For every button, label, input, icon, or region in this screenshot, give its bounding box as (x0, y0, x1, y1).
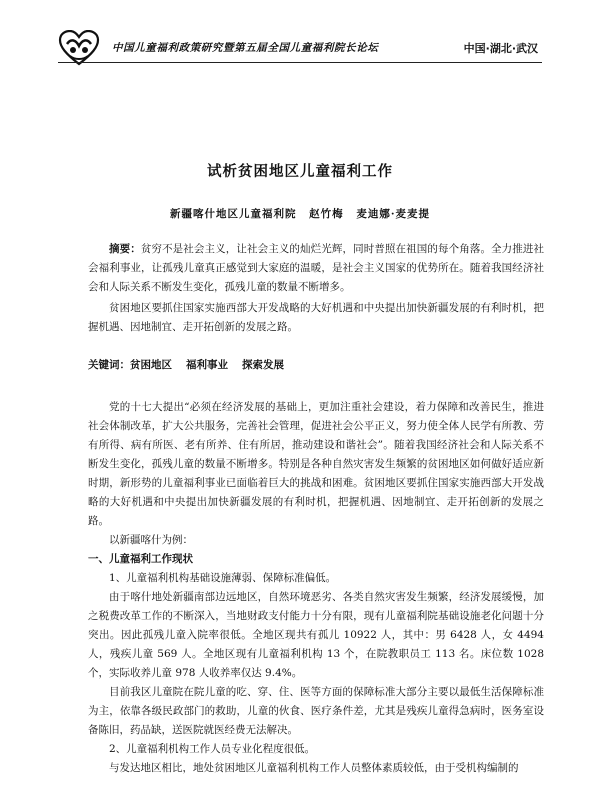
author-institution: 新疆喀什地区儿童福利院 (170, 208, 297, 220)
keywords-section (88, 356, 544, 375)
section-heading: 一、儿童福利工作现状 (88, 553, 193, 565)
abstract-section (88, 240, 544, 337)
keyword-item: 福利事业 (186, 359, 228, 371)
author-names: 赵竹梅 麦迪娜·麦麦提 (309, 208, 430, 220)
conference-logo-icon (58, 30, 100, 66)
article-body (88, 398, 544, 778)
abstract-paragraph (88, 240, 544, 297)
abstract-paragraph-2: 贫困地区要抓住国家实施西部大开发战略的大好机遇和中央提出加快新疆发展的有利时机，把握机遇、因地制宜、走开拓创新的发展之路。 (88, 302, 544, 333)
body-paragraph: 目前我区儿童院在院儿童的吃、穿、住、医等方面的保障标准大部分主要以最低生活保障标准为主，依靠各级民政部门的救助，儿童的伙食、医疗条件差，尤其是残疾儿童得急病时，医务室设备陈旧，药品缺，送医院就医经费无法解决。 (88, 686, 544, 736)
abstract-text: 贫穷不是社会主义，让社会主义的灿烂光辉，同时普照在祖国的每个角落。全力推进社会福利事业，让孤残儿童真正感觉到大家庭的温暖，是社会主义国家的优势所在。随着我国经济社会和人际关系不断发生变化，孤残儿童的数量不断增多。 (88, 243, 545, 293)
abstract-label: 摘要： (109, 243, 141, 255)
keywords-label: 关键词： (88, 359, 130, 371)
body-paragraph: 党的十七大提出“必须在经济发展的基础上，更加注重社会建设，着力保障和改善民生，推进社会体制改革，扩大公共服务，完善社会管理，促进社会公平正义，努力使全体人民学有所教、劳有所得、病有所医、老有所养、住有所居，推动建设和谐社会”。随着我国经济社会和人际关系不断发生变化，孤残儿童的数量不断增多。特别是各种自然灾害发生频繁的贫困地区如何做好适应新时期，新形势的儿童福利事业已面临着巨大的挑战和困难。贫困地区要抓住国家实施西部大开发战略的大好机遇和中央提出加快新疆发展的有利时机，把握机遇、因地制宜、走开拓创新的发展之路。 (88, 401, 544, 527)
article-title: 试析贫困地区儿童福利工作 (207, 163, 393, 180)
conference-title: 中国儿童福利政策研究暨第五届全国儿童福利院长论坛 (112, 42, 379, 54)
keyword-item: 探索发展 (242, 359, 284, 371)
body-paragraph: 与发达地区相比，地处贫困地区儿童福利机构工作人员整体素质较低，由于受机构编制的 (109, 762, 519, 774)
page-header (0, 0, 600, 80)
conference-location: 中国·湖北·武汉 (463, 42, 538, 55)
body-paragraph: 以新疆喀什为例： (109, 534, 193, 546)
keyword-item: 贫困地区 (130, 359, 172, 371)
article-byline (0, 206, 600, 221)
subsection-heading: 1、儿童福利机构基础设施薄弱、保障标准偏低。 (109, 572, 337, 584)
header-divider (58, 62, 542, 63)
body-paragraph: 由于喀什地处新疆南部边远地区，自然环境恶劣、各类自然灾害发生频繁，经济发展缓慢，加之税费改革工作的不断深入，当地财政支付能力十分有限，现有儿童福利院基础设施老化问题十分突出。因此孤残儿童入院率很低。全地区现共有孤儿 10922 人，其中：男 6428 人，女 4494 人，残疾儿童 569 人。全地区现有儿童福利机构 13 个，在院教职员工 113 名。床位数 1028 个，实际收养儿童 978 人收养率仅达 9.4%。 (88, 591, 544, 679)
subsection-heading: 2、儿童福利机构工作人员专业化程度很低。 (109, 743, 316, 755)
